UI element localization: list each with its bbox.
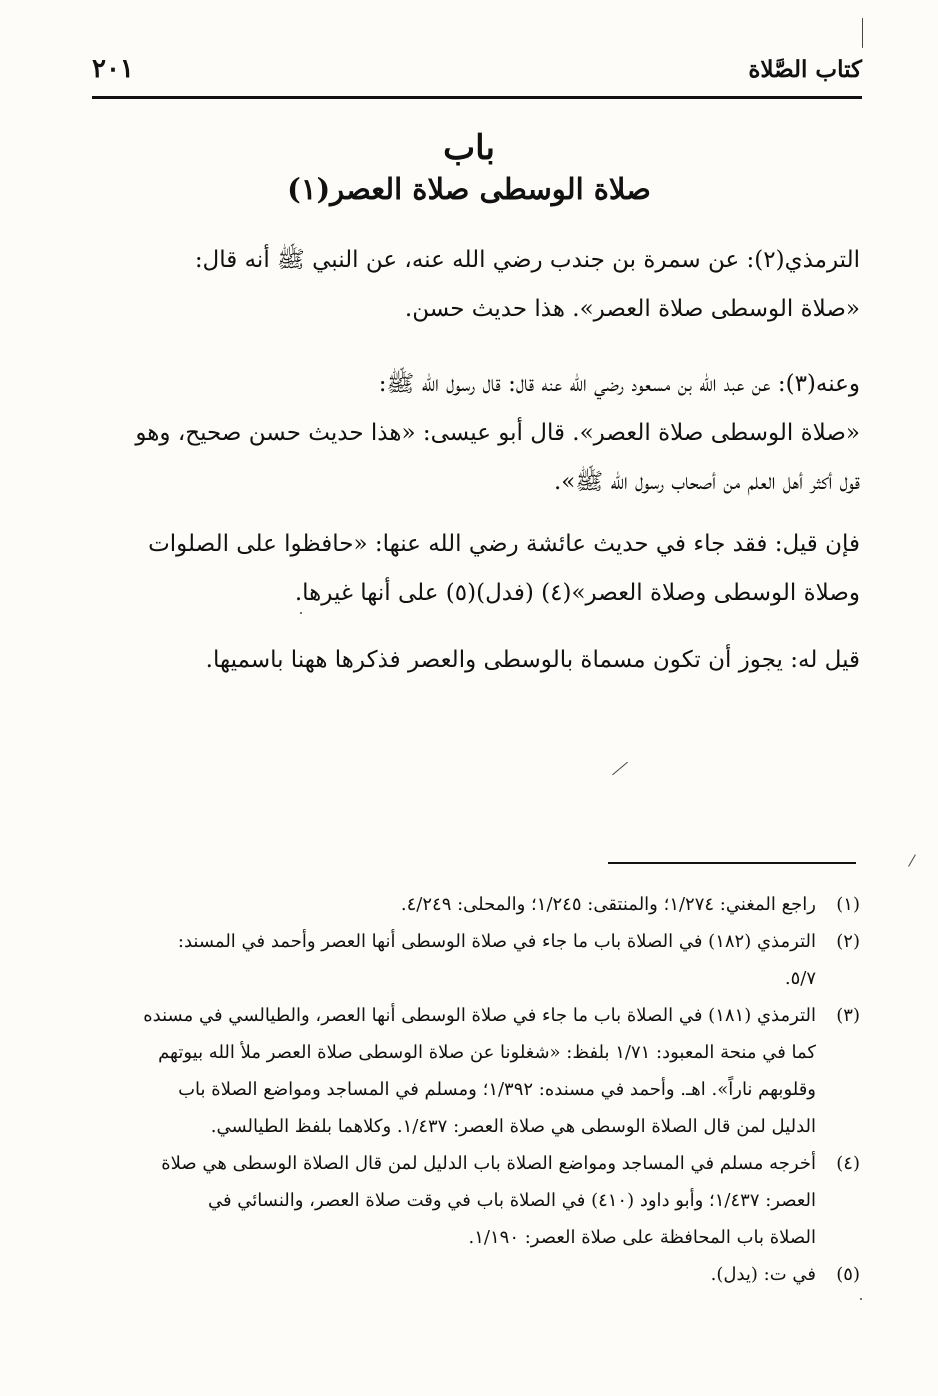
paragraph-line: الترمذي(٢): عن سمرة بن جندب رضي الله عنه، عن النبي ﷺ أنه قال: xyxy=(194,247,860,273)
footnote-line: الصلاة باب المحافظة على صلاة العصر: ١/١٩٠. xyxy=(468,1227,816,1248)
footnote-number: (٥) xyxy=(836,1264,860,1285)
footnote-line: أخرجه مسلم في المساجد ومواضع الصلاة باب الدليل لمن قال الصلاة الوسطى هي صلاة xyxy=(161,1153,816,1174)
paragraph-1 xyxy=(82,236,860,334)
footnote-number: (٣) xyxy=(836,1005,860,1026)
paragraph-line: قيل له: يجوز أن تكون مسماة بالوسطى والعصر فذكرها ههنا باسميها. xyxy=(205,647,860,673)
scan-speck xyxy=(908,854,916,867)
footnote-line: الدليل لمن قال الصلاة الوسطى هي صلاة العصر: ١/٤٣٧. وكلاهما بلفظ الطيالسي. xyxy=(210,1116,816,1137)
footnote-number: (١) xyxy=(836,894,860,915)
paragraph-line: «صلاة الوسطى صلاة العصر». قال أبو عيسى: «هذا حديث حسن صحيح، وهو xyxy=(135,420,860,446)
scan-speck xyxy=(300,612,302,614)
footnote-line: كما في منحة المعبود: ١/٧١ بلفظ: «شغلونا عن صلاة الوسطى صلاة العصر ملأ الله بيوتهم xyxy=(158,1042,816,1063)
footnote-number: (٢) xyxy=(836,931,860,952)
running-header xyxy=(92,50,862,99)
header-book-title: كتاب الصَّلاة xyxy=(748,56,862,83)
footnote-line: العصر: ١/٤٣٧؛ وأبو داود (٤١٠) في الصلاة باب في وقت صلاة العصر، والنسائي في xyxy=(207,1190,816,1211)
footnote-line: الترمذي (١٨١) في الصلاة باب ما جاء في صلاة الوسطى أنها العصر، والطيالسي في مسنده xyxy=(143,1005,816,1026)
footnote-1 xyxy=(82,886,860,923)
paragraph-3 xyxy=(82,520,860,618)
scan-speck xyxy=(612,762,628,776)
paragraph-2 xyxy=(82,360,860,507)
footnote-line: الترمذي (١٨٢) في الصلاة باب ما جاء في صلاة الوسطى أنها العصر وأحمد في المسند: xyxy=(177,931,816,952)
paragraph-line: فإن قيل: فقد جاء في حديث عائشة رضي الله عنها: «حافظوا على الصلوات xyxy=(148,531,860,557)
footnote-line: راجع المغني: ١/٢٧٤؛ والمنتقى: ١/٢٤٥؛ والمحلى: ٤/٢٤٩. xyxy=(400,894,816,915)
footnotes xyxy=(82,886,860,1293)
chapter-heading-word: باب xyxy=(443,128,495,168)
scan-speck xyxy=(862,18,863,48)
footnote-number: (٤) xyxy=(836,1153,860,1174)
footnote-3 xyxy=(82,997,860,1145)
paragraph-line: وصلاة الوسطى وصلاة العصر»(٤) (فدل)(٥) على أنها غيرها. xyxy=(294,580,860,606)
page-number: ٢٠١ xyxy=(92,54,134,84)
footnote-line: في ت: (يدل). xyxy=(710,1264,816,1285)
paragraph-line: «صلاة الوسطى صلاة العصر». هذا حديث حسن. xyxy=(404,296,860,322)
paragraph-line: قول أكثر أهل العلم من أصحاب رسول الله ﷺ». xyxy=(554,469,860,495)
footnote-separator xyxy=(608,862,856,864)
footnote-4 xyxy=(82,1145,860,1256)
footnote-line: ٥/٧. xyxy=(784,968,816,989)
paragraph-line: وعنه(٣): عن عبد الله بن مسعود رضي الله عنه قال: قال رسول الله ﷺ: xyxy=(378,371,860,397)
footnote-line: وقلوبهم ناراً». اهـ. وأحمد في مسنده: ١/٣٩٢؛ ومسلم في المساجد ومواضع الصلاة باب xyxy=(178,1079,816,1100)
chapter-title: صلاة الوسطى صلاة العصر(١) xyxy=(287,172,651,206)
footnote-5 xyxy=(82,1256,860,1293)
paragraph-4 xyxy=(82,636,860,685)
scan-speck xyxy=(860,1298,862,1300)
footnote-2 xyxy=(82,923,860,997)
